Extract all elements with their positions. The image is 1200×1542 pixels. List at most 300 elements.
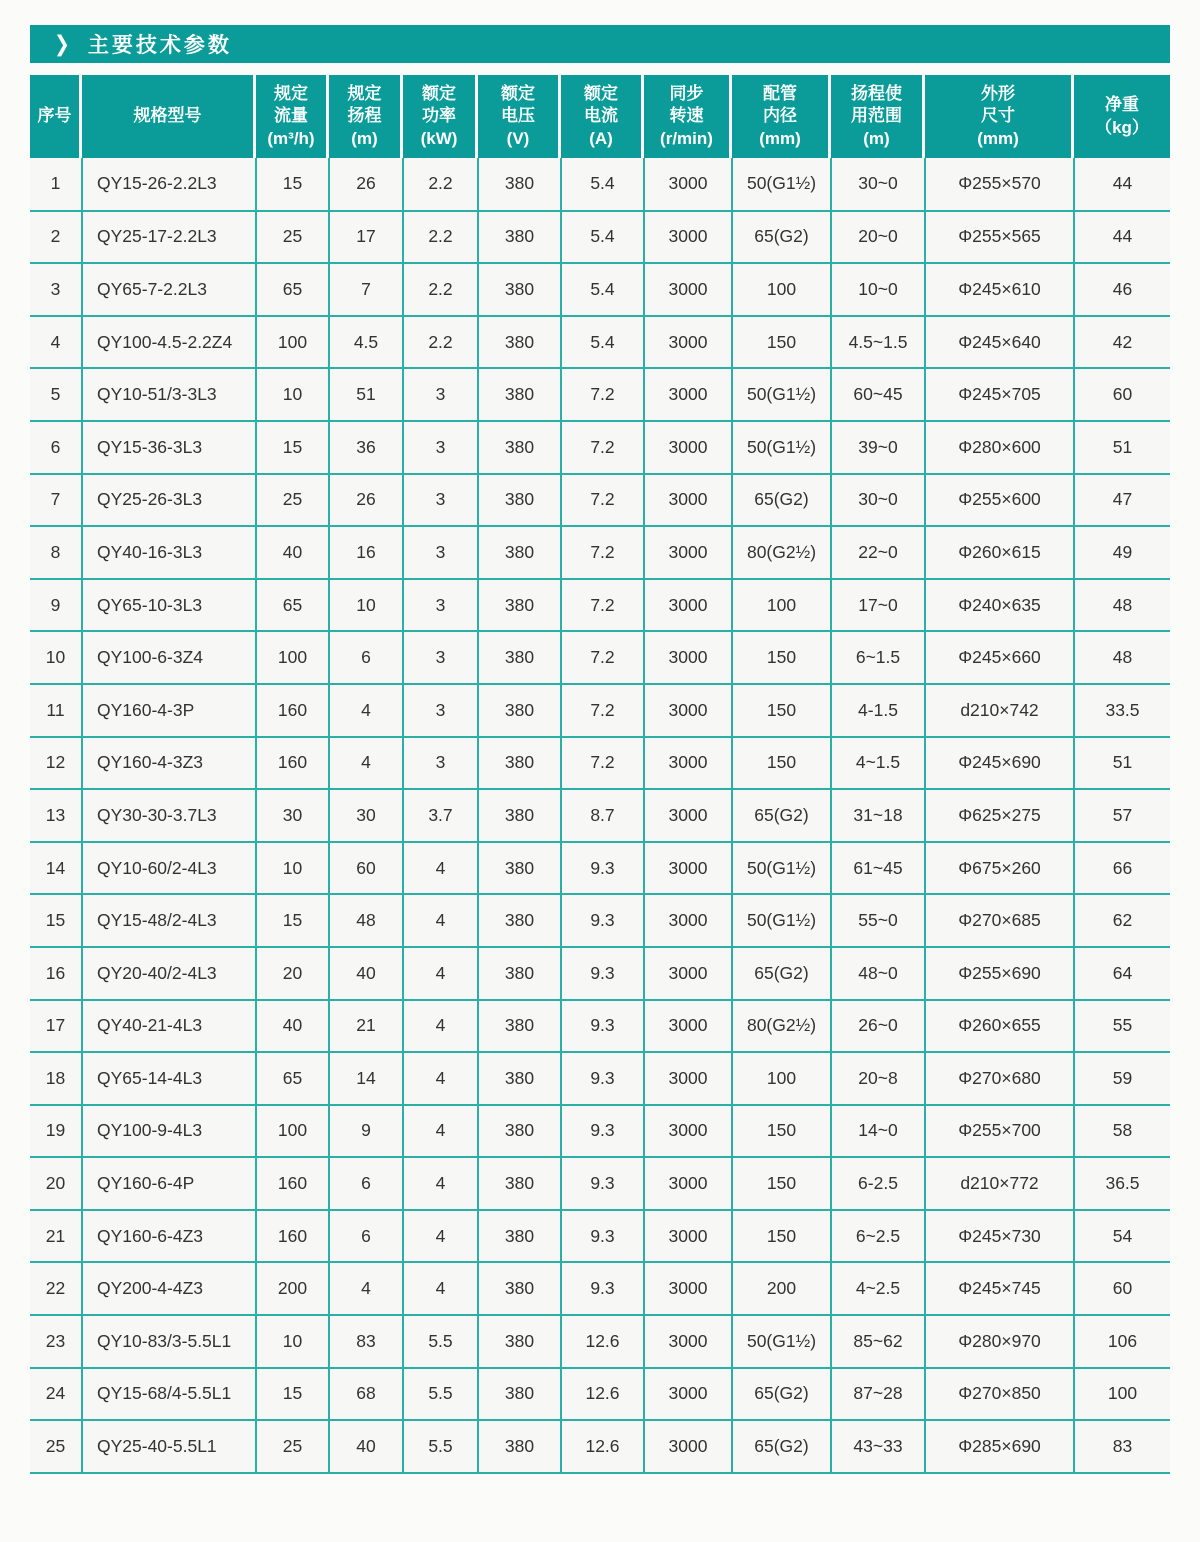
cell-weight: 47 (1074, 474, 1170, 527)
cell-speed: 3000 (644, 368, 732, 421)
cell-dimensions: Φ260×615 (925, 526, 1074, 579)
cell-pipe-bore: 100 (732, 263, 831, 316)
cell-dimensions: Φ240×635 (925, 579, 1074, 632)
cell-pipe-bore: 150 (732, 1210, 831, 1263)
cell-power: 5.5 (403, 1420, 478, 1473)
cell-flow: 100 (256, 316, 329, 369)
col-header-speed: 同步 转速 (r/min) (644, 75, 732, 158)
cell-dimensions: d210×742 (925, 684, 1074, 737)
cell-voltage: 380 (478, 368, 561, 421)
cell-pipe-bore: 150 (732, 316, 831, 369)
cell-head-range: 20~0 (831, 211, 925, 264)
cell-model: QY10-83/3-5.5L1 (82, 1315, 256, 1368)
cell-voltage: 380 (478, 158, 561, 211)
cell-voltage: 380 (478, 211, 561, 264)
cell-voltage: 380 (478, 947, 561, 1000)
col-header-model: 规格型号 (82, 75, 256, 158)
cell-power: 3 (403, 579, 478, 632)
cell-model: QY15-36-3L3 (82, 421, 256, 474)
cell-index: 23 (30, 1315, 82, 1368)
cell-index: 12 (30, 737, 82, 790)
cell-head: 4 (329, 1262, 403, 1315)
cell-model: QY15-48/2-4L3 (82, 894, 256, 947)
cell-flow: 160 (256, 684, 329, 737)
cell-current: 5.4 (561, 263, 644, 316)
cell-weight: 62 (1074, 894, 1170, 947)
cell-power: 4 (403, 1000, 478, 1053)
cell-power: 2.2 (403, 263, 478, 316)
table-row (30, 421, 1170, 474)
cell-voltage: 380 (478, 1210, 561, 1263)
cell-head-range: 26~0 (831, 1000, 925, 1053)
cell-index: 6 (30, 421, 82, 474)
cell-dimensions: Φ270×680 (925, 1052, 1074, 1105)
cell-model: QY160-4-3P (82, 684, 256, 737)
cell-pipe-bore: 65(G2) (732, 211, 831, 264)
cell-head-range: 4.5~1.5 (831, 316, 925, 369)
cell-index: 4 (30, 316, 82, 369)
spec-table-body (30, 158, 1170, 1473)
cell-current: 5.4 (561, 158, 644, 211)
cell-weight: 44 (1074, 211, 1170, 264)
col-header-voltage: 额定 电压 (V) (478, 75, 561, 158)
cell-weight: 54 (1074, 1210, 1170, 1263)
cell-voltage: 380 (478, 263, 561, 316)
cell-dimensions: Φ245×610 (925, 263, 1074, 316)
cell-head: 14 (329, 1052, 403, 1105)
cell-power: 3.7 (403, 789, 478, 842)
cell-pipe-bore: 150 (732, 631, 831, 684)
cell-head-range: 55~0 (831, 894, 925, 947)
cell-head: 6 (329, 1210, 403, 1263)
cell-model: QY20-40/2-4L3 (82, 947, 256, 1000)
cell-current: 7.2 (561, 737, 644, 790)
cell-head-range: 30~0 (831, 158, 925, 211)
cell-model: QY40-16-3L3 (82, 526, 256, 579)
cell-speed: 3000 (644, 1000, 732, 1053)
cell-weight: 51 (1074, 737, 1170, 790)
cell-current: 9.3 (561, 1262, 644, 1315)
cell-head: 68 (329, 1368, 403, 1421)
cell-head-range: 17~0 (831, 579, 925, 632)
cell-index: 11 (30, 684, 82, 737)
cell-current: 12.6 (561, 1315, 644, 1368)
table-row (30, 842, 1170, 895)
cell-speed: 3000 (644, 1420, 732, 1473)
cell-index: 13 (30, 789, 82, 842)
cell-head-range: 60~45 (831, 368, 925, 421)
table-row (30, 158, 1170, 211)
cell-head-range: 43~33 (831, 1420, 925, 1473)
cell-index: 5 (30, 368, 82, 421)
cell-pipe-bore: 100 (732, 1052, 831, 1105)
cell-index: 10 (30, 631, 82, 684)
section-title-bar (30, 25, 1170, 63)
cell-flow: 40 (256, 1000, 329, 1053)
cell-model: QY10-60/2-4L3 (82, 842, 256, 895)
cell-power: 4 (403, 894, 478, 947)
cell-head-range: 61~45 (831, 842, 925, 895)
cell-current: 9.3 (561, 842, 644, 895)
cell-pipe-bore: 100 (732, 579, 831, 632)
cell-weight: 44 (1074, 158, 1170, 211)
cell-head: 40 (329, 947, 403, 1000)
cell-head: 48 (329, 894, 403, 947)
cell-index: 19 (30, 1105, 82, 1158)
cell-dimensions: Φ675×260 (925, 842, 1074, 895)
cell-speed: 3000 (644, 579, 732, 632)
table-row (30, 263, 1170, 316)
cell-dimensions: Φ285×690 (925, 1420, 1074, 1473)
col-header-flow: 规定 流量 (m³/h) (256, 75, 329, 158)
cell-current: 9.3 (561, 1000, 644, 1053)
cell-power: 3 (403, 684, 478, 737)
cell-flow: 100 (256, 1105, 329, 1158)
cell-head-range: 10~0 (831, 263, 925, 316)
cell-model: QY25-17-2.2L3 (82, 211, 256, 264)
cell-flow: 25 (256, 211, 329, 264)
col-header-head: 规定 扬程 (m) (329, 75, 403, 158)
col-header-pipe-bore: 配管 内径 (mm) (732, 75, 831, 158)
cell-speed: 3000 (644, 1262, 732, 1315)
table-row (30, 737, 1170, 790)
cell-flow: 40 (256, 526, 329, 579)
table-row (30, 1420, 1170, 1473)
cell-flow: 10 (256, 368, 329, 421)
cell-flow: 10 (256, 1315, 329, 1368)
cell-weight: 100 (1074, 1368, 1170, 1421)
col-header-weight: 净重 （kg） (1074, 75, 1170, 158)
section-title: 主要技术参数 (87, 34, 232, 57)
cell-power: 4 (403, 1052, 478, 1105)
cell-pipe-bore: 80(G2½) (732, 1000, 831, 1053)
cell-voltage: 380 (478, 684, 561, 737)
cell-power: 2.2 (403, 211, 478, 264)
cell-speed: 3000 (644, 158, 732, 211)
cell-dimensions: Φ270×850 (925, 1368, 1074, 1421)
cell-voltage: 380 (478, 1157, 561, 1210)
table-row (30, 1210, 1170, 1263)
cell-head: 17 (329, 211, 403, 264)
cell-weight: 48 (1074, 579, 1170, 632)
cell-head: 7 (329, 263, 403, 316)
cell-model: QY65-14-4L3 (82, 1052, 256, 1105)
cell-head-range: 20~8 (831, 1052, 925, 1105)
cell-speed: 3000 (644, 1105, 732, 1158)
cell-voltage: 380 (478, 631, 561, 684)
cell-head-range: 31~18 (831, 789, 925, 842)
cell-flow: 25 (256, 1420, 329, 1473)
cell-speed: 3000 (644, 894, 732, 947)
cell-model: QY160-4-3Z3 (82, 737, 256, 790)
cell-flow: 30 (256, 789, 329, 842)
cell-model: QY65-7-2.2L3 (82, 263, 256, 316)
table-row (30, 1105, 1170, 1158)
table-row (30, 316, 1170, 369)
cell-current: 9.3 (561, 1105, 644, 1158)
cell-flow: 200 (256, 1262, 329, 1315)
cell-voltage: 380 (478, 1315, 561, 1368)
cell-speed: 3000 (644, 1157, 732, 1210)
cell-voltage: 380 (478, 789, 561, 842)
cell-dimensions: Φ255×600 (925, 474, 1074, 527)
cell-pipe-bore: 65(G2) (732, 1420, 831, 1473)
cell-power: 2.2 (403, 316, 478, 369)
cell-current: 7.2 (561, 368, 644, 421)
cell-index: 14 (30, 842, 82, 895)
cell-weight: 60 (1074, 368, 1170, 421)
cell-flow: 65 (256, 263, 329, 316)
cell-voltage: 380 (478, 894, 561, 947)
chevron-right-icon: ❯ (54, 31, 70, 57)
cell-dimensions: Φ625×275 (925, 789, 1074, 842)
cell-index: 9 (30, 579, 82, 632)
cell-weight: 33.5 (1074, 684, 1170, 737)
cell-pipe-bore: 65(G2) (732, 474, 831, 527)
cell-flow: 15 (256, 1368, 329, 1421)
cell-head-range: 30~0 (831, 474, 925, 527)
cell-model: QY25-26-3L3 (82, 474, 256, 527)
cell-head: 83 (329, 1315, 403, 1368)
cell-current: 12.6 (561, 1420, 644, 1473)
cell-power: 4 (403, 947, 478, 1000)
cell-voltage: 380 (478, 1368, 561, 1421)
cell-weight: 36.5 (1074, 1157, 1170, 1210)
cell-index: 15 (30, 894, 82, 947)
cell-voltage: 380 (478, 474, 561, 527)
cell-speed: 3000 (644, 211, 732, 264)
cell-model: QY40-21-4L3 (82, 1000, 256, 1053)
cell-speed: 3000 (644, 263, 732, 316)
cell-voltage: 380 (478, 526, 561, 579)
cell-head-range: 39~0 (831, 421, 925, 474)
cell-pipe-bore: 50(G1½) (732, 368, 831, 421)
cell-index: 24 (30, 1368, 82, 1421)
col-header-power: 额定 功率 (kW) (403, 75, 478, 158)
cell-weight: 83 (1074, 1420, 1170, 1473)
cell-flow: 65 (256, 579, 329, 632)
cell-current: 5.4 (561, 316, 644, 369)
cell-power: 4 (403, 1210, 478, 1263)
cell-index: 3 (30, 263, 82, 316)
cell-flow: 160 (256, 1210, 329, 1263)
cell-dimensions: Φ245×730 (925, 1210, 1074, 1263)
table-row (30, 894, 1170, 947)
cell-power: 3 (403, 526, 478, 579)
cell-index: 8 (30, 526, 82, 579)
cell-weight: 106 (1074, 1315, 1170, 1368)
cell-pipe-bore: 65(G2) (732, 789, 831, 842)
cell-head-range: 6-2.5 (831, 1157, 925, 1210)
cell-weight: 58 (1074, 1105, 1170, 1158)
cell-head: 6 (329, 631, 403, 684)
cell-current: 9.3 (561, 1157, 644, 1210)
cell-weight: 66 (1074, 842, 1170, 895)
table-row (30, 368, 1170, 421)
cell-head: 16 (329, 526, 403, 579)
cell-speed: 3000 (644, 842, 732, 895)
cell-speed: 3000 (644, 1368, 732, 1421)
table-row (30, 1315, 1170, 1368)
cell-head: 26 (329, 474, 403, 527)
cell-power: 4 (403, 1262, 478, 1315)
cell-current: 7.2 (561, 684, 644, 737)
cell-pipe-bore: 200 (732, 1262, 831, 1315)
cell-dimensions: Φ255×690 (925, 947, 1074, 1000)
cell-voltage: 380 (478, 1420, 561, 1473)
cell-weight: 60 (1074, 1262, 1170, 1315)
cell-flow: 160 (256, 737, 329, 790)
col-header-index: 序号 (30, 75, 82, 158)
cell-flow: 25 (256, 474, 329, 527)
cell-flow: 15 (256, 894, 329, 947)
cell-speed: 3000 (644, 1315, 732, 1368)
cell-current: 7.2 (561, 526, 644, 579)
cell-dimensions: d210×772 (925, 1157, 1074, 1210)
cell-dimensions: Φ255×700 (925, 1105, 1074, 1158)
cell-head-range: 4~1.5 (831, 737, 925, 790)
cell-pipe-bore: 50(G1½) (732, 1315, 831, 1368)
cell-model: QY100-4.5-2.2Z4 (82, 316, 256, 369)
table-row (30, 1262, 1170, 1315)
cell-dimensions: Φ245×640 (925, 316, 1074, 369)
cell-speed: 3000 (644, 947, 732, 1000)
cell-speed: 3000 (644, 684, 732, 737)
cell-head-range: 6~2.5 (831, 1210, 925, 1263)
cell-model: QY65-10-3L3 (82, 579, 256, 632)
cell-speed: 3000 (644, 789, 732, 842)
cell-voltage: 380 (478, 737, 561, 790)
cell-head: 21 (329, 1000, 403, 1053)
cell-pipe-bore: 150 (732, 737, 831, 790)
cell-speed: 3000 (644, 474, 732, 527)
cell-voltage: 380 (478, 579, 561, 632)
cell-power: 3 (403, 737, 478, 790)
cell-dimensions: Φ255×565 (925, 211, 1074, 264)
cell-weight: 59 (1074, 1052, 1170, 1105)
cell-weight: 46 (1074, 263, 1170, 316)
cell-model: QY160-6-4Z3 (82, 1210, 256, 1263)
cell-dimensions: Φ245×745 (925, 1262, 1074, 1315)
cell-index: 1 (30, 158, 82, 211)
cell-current: 5.4 (561, 211, 644, 264)
cell-current: 12.6 (561, 1368, 644, 1421)
cell-head-range: 85~62 (831, 1315, 925, 1368)
cell-speed: 3000 (644, 421, 732, 474)
cell-weight: 48 (1074, 631, 1170, 684)
cell-model: QY100-9-4L3 (82, 1105, 256, 1158)
cell-speed: 3000 (644, 631, 732, 684)
table-row (30, 1368, 1170, 1421)
cell-pipe-bore: 50(G1½) (732, 894, 831, 947)
cell-flow: 15 (256, 421, 329, 474)
cell-index: 2 (30, 211, 82, 264)
cell-pipe-bore: 80(G2½) (732, 526, 831, 579)
cell-model: QY160-6-4P (82, 1157, 256, 1210)
table-row (30, 211, 1170, 264)
cell-head: 4 (329, 684, 403, 737)
cell-current: 9.3 (561, 1210, 644, 1263)
cell-power: 5.5 (403, 1315, 478, 1368)
spec-table-header (30, 75, 1170, 158)
cell-weight: 64 (1074, 947, 1170, 1000)
cell-index: 16 (30, 947, 82, 1000)
cell-voltage: 380 (478, 1052, 561, 1105)
cell-speed: 3000 (644, 737, 732, 790)
cell-voltage: 380 (478, 421, 561, 474)
cell-head-range: 4~2.5 (831, 1262, 925, 1315)
cell-power: 5.5 (403, 1368, 478, 1421)
cell-model: QY15-26-2.2L3 (82, 158, 256, 211)
cell-head-range: 22~0 (831, 526, 925, 579)
cell-index: 18 (30, 1052, 82, 1105)
cell-pipe-bore: 65(G2) (732, 1368, 831, 1421)
cell-head-range: 87~28 (831, 1368, 925, 1421)
cell-power: 3 (403, 631, 478, 684)
cell-head-range: 14~0 (831, 1105, 925, 1158)
cell-voltage: 380 (478, 1105, 561, 1158)
table-row (30, 526, 1170, 579)
table-row (30, 1157, 1170, 1210)
cell-current: 8.7 (561, 789, 644, 842)
table-row (30, 947, 1170, 1000)
table-row (30, 474, 1170, 527)
cell-pipe-bore: 150 (732, 1157, 831, 1210)
cell-head: 40 (329, 1420, 403, 1473)
cell-voltage: 380 (478, 842, 561, 895)
cell-head: 51 (329, 368, 403, 421)
cell-model: QY25-40-5.5L1 (82, 1420, 256, 1473)
cell-weight: 51 (1074, 421, 1170, 474)
cell-head: 4.5 (329, 316, 403, 369)
cell-dimensions: Φ255×570 (925, 158, 1074, 211)
cell-current: 7.2 (561, 421, 644, 474)
cell-pipe-bore: 150 (732, 684, 831, 737)
cell-head: 10 (329, 579, 403, 632)
cell-weight: 49 (1074, 526, 1170, 579)
cell-dimensions: Φ280×970 (925, 1315, 1074, 1368)
cell-current: 9.3 (561, 947, 644, 1000)
cell-pipe-bore: 50(G1½) (732, 158, 831, 211)
cell-flow: 65 (256, 1052, 329, 1105)
cell-model: QY100-6-3Z4 (82, 631, 256, 684)
cell-power: 3 (403, 421, 478, 474)
cell-index: 7 (30, 474, 82, 527)
cell-weight: 57 (1074, 789, 1170, 842)
cell-index: 17 (30, 1000, 82, 1053)
cell-head: 60 (329, 842, 403, 895)
cell-speed: 3000 (644, 316, 732, 369)
cell-speed: 3000 (644, 1052, 732, 1105)
cell-weight: 55 (1074, 1000, 1170, 1053)
cell-flow: 10 (256, 842, 329, 895)
header-row (30, 75, 1170, 158)
cell-pipe-bore: 65(G2) (732, 947, 831, 1000)
col-header-current: 额定 电流 (A) (561, 75, 644, 158)
cell-flow: 15 (256, 158, 329, 211)
cell-model: QY200-4-4Z3 (82, 1262, 256, 1315)
cell-head-range: 6~1.5 (831, 631, 925, 684)
cell-power: 4 (403, 1105, 478, 1158)
cell-power: 4 (403, 842, 478, 895)
cell-voltage: 380 (478, 1000, 561, 1053)
cell-current: 7.2 (561, 474, 644, 527)
cell-head: 6 (329, 1157, 403, 1210)
cell-index: 21 (30, 1210, 82, 1263)
cell-current: 7.2 (561, 579, 644, 632)
cell-model: QY15-68/4-5.5L1 (82, 1368, 256, 1421)
cell-power: 3 (403, 368, 478, 421)
